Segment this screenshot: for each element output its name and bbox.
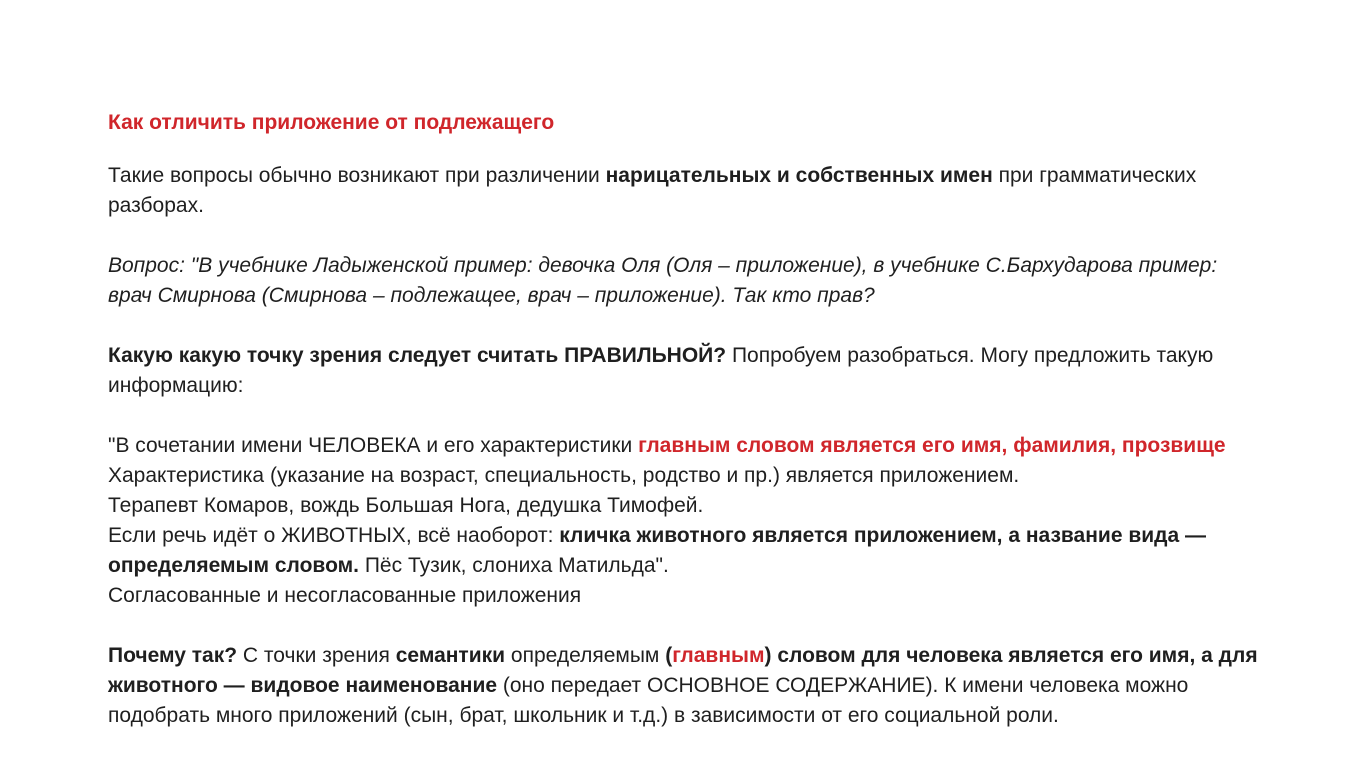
spacer [108, 611, 1258, 641]
semantics-red-highlight: главным [672, 644, 765, 667]
intro-paragraph [108, 161, 1258, 221]
intro-text-2: при грамматических разборах. [108, 164, 1197, 217]
rule-animals-text-1: Если речь идёт о ЖИВОТНЫХ, всё наоборот: [108, 524, 560, 547]
document-body [108, 108, 1258, 731]
spacer [108, 221, 1258, 251]
spacer [108, 401, 1258, 431]
semantics-bold-1: Почему так? [108, 644, 238, 667]
rule-examples-people: Терапевт Комаров, вождь Большая Нога, дедушка Тимофей. [108, 494, 704, 517]
rule-text-2: Характеристика (указание на возраст, специальность, родство и пр.) является приложением. [108, 464, 1020, 487]
semantics-bold-2: семантики [395, 644, 506, 667]
semantics-text-1: С точки зрения [237, 644, 396, 667]
question-text: Вопрос: "В учебнике Ладыженской пример: девочка Оля (Оля – приложение), в учебнике С.Бархударова пример: врач Смирнова (Смирнова – подлежащее, врач – приложение). Так кто прав? [108, 254, 1218, 307]
rule-animals-text-2: Пёс Тузик, слониха Матильда". [359, 554, 669, 577]
semantics-text-2: определяемым [505, 644, 666, 667]
document-title: Как отличить приложение от подлежащего [108, 111, 555, 134]
semantics-paragraph [108, 641, 1258, 731]
semantics-bold-4: ) словом для человека является его имя, а для животного — видовое наименование [108, 644, 1258, 697]
viewpoint-paragraph [108, 341, 1258, 401]
question-paragraph [108, 251, 1258, 311]
viewpoint-text: Попробуем разобраться. Могу предложить такую информацию: [108, 344, 1214, 397]
rule-red-highlight: главным словом является его имя, фамилия, прозвище [638, 434, 1226, 457]
spacer [108, 311, 1258, 341]
viewpoint-bold: Какую какую точку зрения следует считать ПРАВИЛЬНОЙ? [108, 344, 727, 367]
rule-animals-bold: кличка животного является приложением, а название вида — определяемым словом. [108, 524, 1206, 577]
semantics-bold-3: ( [665, 644, 673, 667]
intro-text-1: Такие вопросы обычно возникают при различении [108, 164, 606, 187]
intro-bold: нарицательных и собственных имен [605, 164, 993, 187]
semantics-text-3: (оно передает ОСНОВНОЕ СОДЕРЖАНИЕ). К имени человека можно подобрать много приложений (сын, брат, школьник и т.д.) в зависимости от его социальной роли. [108, 674, 1189, 727]
rule-text-1: "В сочетании имени ЧЕЛОВЕКА и его характеристики [108, 434, 639, 457]
rule-related-topic: Согласованные и несогласованные приложения [108, 584, 582, 607]
rule-paragraph [108, 431, 1258, 611]
